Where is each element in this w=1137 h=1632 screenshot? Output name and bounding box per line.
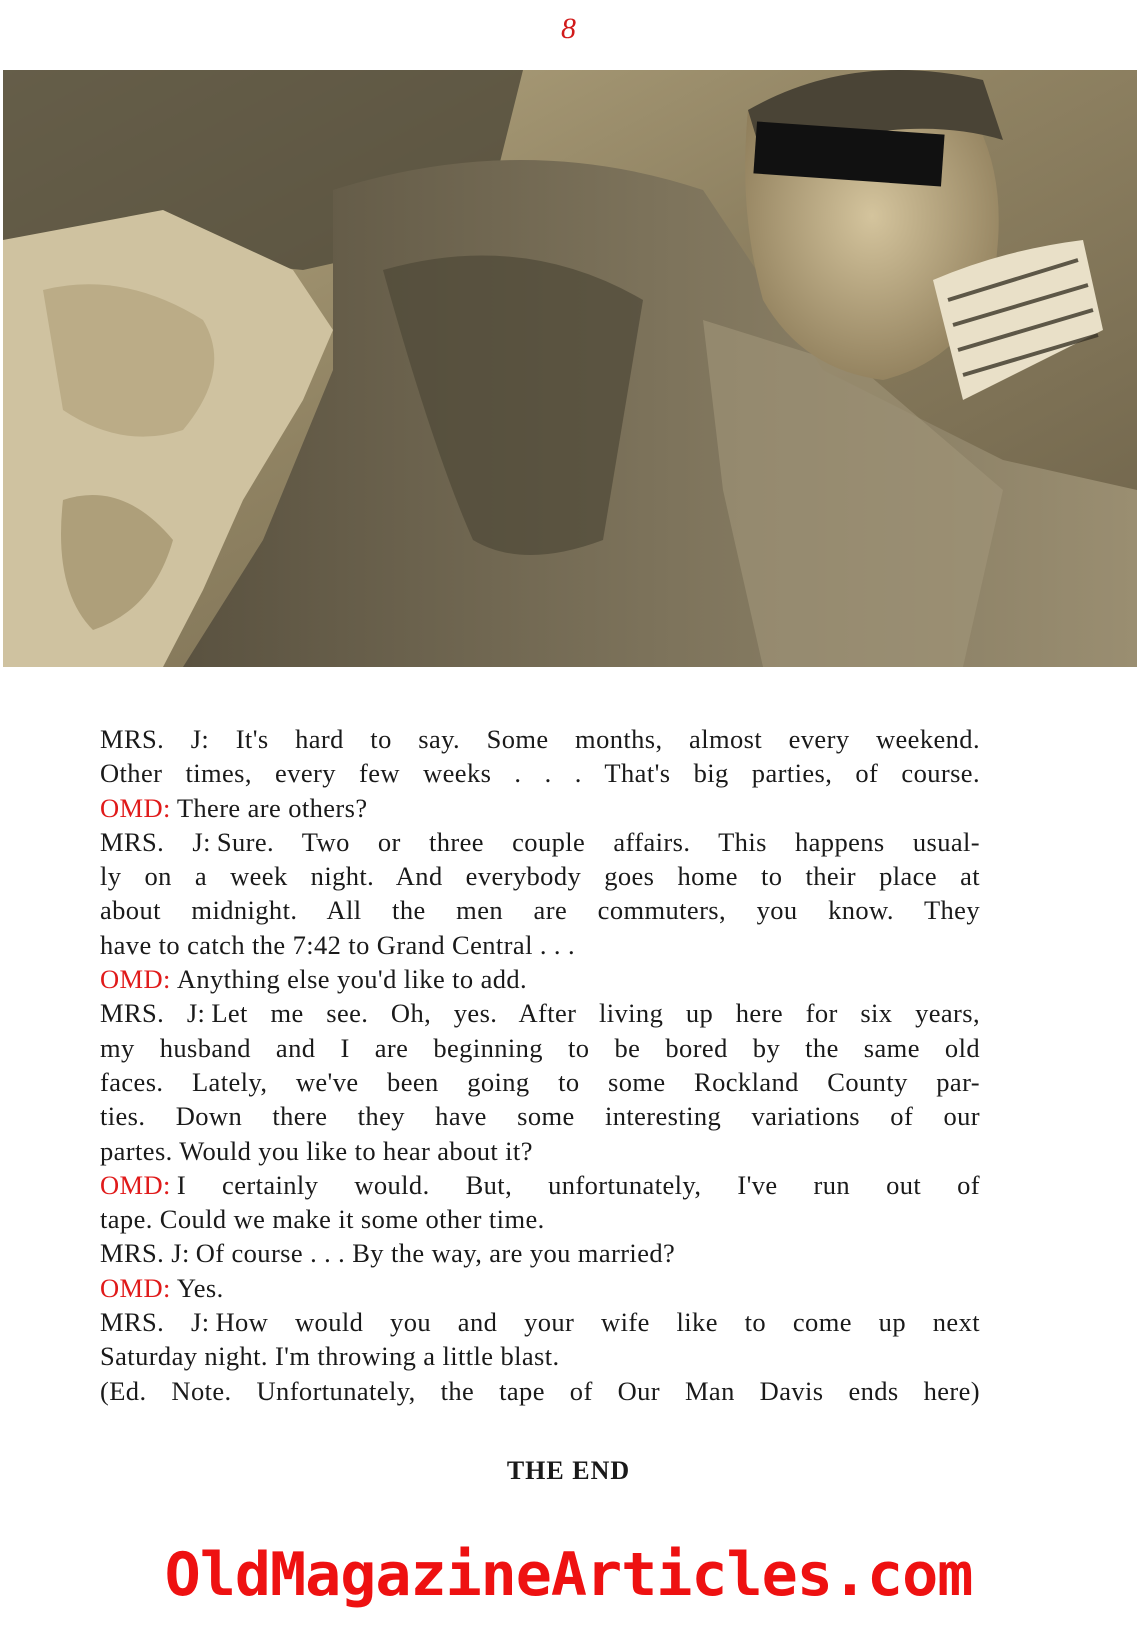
transcript-line [100,1065,980,1099]
transcript-text: my husband and I are beginning to be bored by the same old [100,1032,980,1063]
transcript-line [100,825,980,859]
site-watermark: OldMagazineArticles.com [164,1540,973,1610]
transcript-text: faces. Lately, we've been going to some Rockland County par- [100,1066,980,1097]
transcript-line [100,1236,980,1270]
transcript-line [100,1374,980,1408]
transcript-line [100,1271,980,1305]
transcript-text: I certainly would. But, unfortunately, I've run out of [176,1169,980,1200]
transcript-text: ly on a week night. And everybody goes home to their place at [100,861,980,892]
transcript-line [100,859,980,893]
transcript-line [100,1099,980,1133]
transcript-text: Saturday night. I'm throwing a little blast. [100,1341,560,1372]
transcript-line [100,791,980,825]
article-photo [3,70,1137,667]
transcript-text: have to catch the 7:42 to Grand Central . . . [100,929,575,960]
transcript-text: Other times, every few weeks . . . That's big parties, of course. [100,758,980,789]
transcript-line [100,893,980,927]
speaker-omd: OMD: [100,792,171,823]
transcript-line [100,928,980,962]
speaker-mrs-j: MRS. J: [100,998,206,1029]
transcript-line [100,756,980,790]
transcript-line [100,722,980,756]
transcript-line [100,1134,980,1168]
speaker-mrs-j: MRS. J: [100,1307,210,1338]
transcript-line [100,1202,980,1236]
transcript-text: Let me see. Oh, yes. After living up here for six years, [211,998,981,1029]
speaker-omd: OMD: [100,964,171,995]
speaker-omd: OMD: [100,1169,171,1200]
transcript-text: MRS. J: It's hard to say. Some months, almost every weekend. [100,724,980,754]
transcript-text: How would you and your wife like to come up next [215,1307,980,1338]
transcript-line [100,962,980,996]
transcript-text: Anything else you'd like to add. [176,964,528,995]
transcript-text: There are others? [176,792,368,823]
transcript-line [100,1305,980,1339]
transcript-text: Of course . . . By the way, are you married? [195,1238,676,1269]
transcript-text: Yes. [176,1272,224,1303]
interview-transcript [100,722,980,1408]
transcript-line [100,1031,980,1065]
transcript-text: Sure. Two or three couple affairs. This happens usual- [216,826,980,857]
transcript-text: ties. Down there they have some interesting variations of our [100,1101,980,1132]
transcript-line [100,996,980,1030]
speaker-mrs-j: MRS. J: [100,1238,190,1269]
transcript-text: (Ed. Note. Unfortunately, the tape of Our Man Davis ends here) [100,1375,980,1406]
transcript-line [100,1168,980,1202]
the-end-label: THE END [506,1456,631,1485]
speaker-mrs-j: MRS. J: [100,826,211,857]
transcript-text: tape. Could we make it some other time. [100,1204,545,1235]
transcript-line [100,1339,980,1373]
speaker-omd: OMD: [100,1272,171,1303]
transcript-text: partes. Would you like to hear about it? [100,1135,533,1166]
transcript-text: about midnight. All the men are commuters, you know. They [100,895,980,926]
page-number: 8 [561,12,576,45]
